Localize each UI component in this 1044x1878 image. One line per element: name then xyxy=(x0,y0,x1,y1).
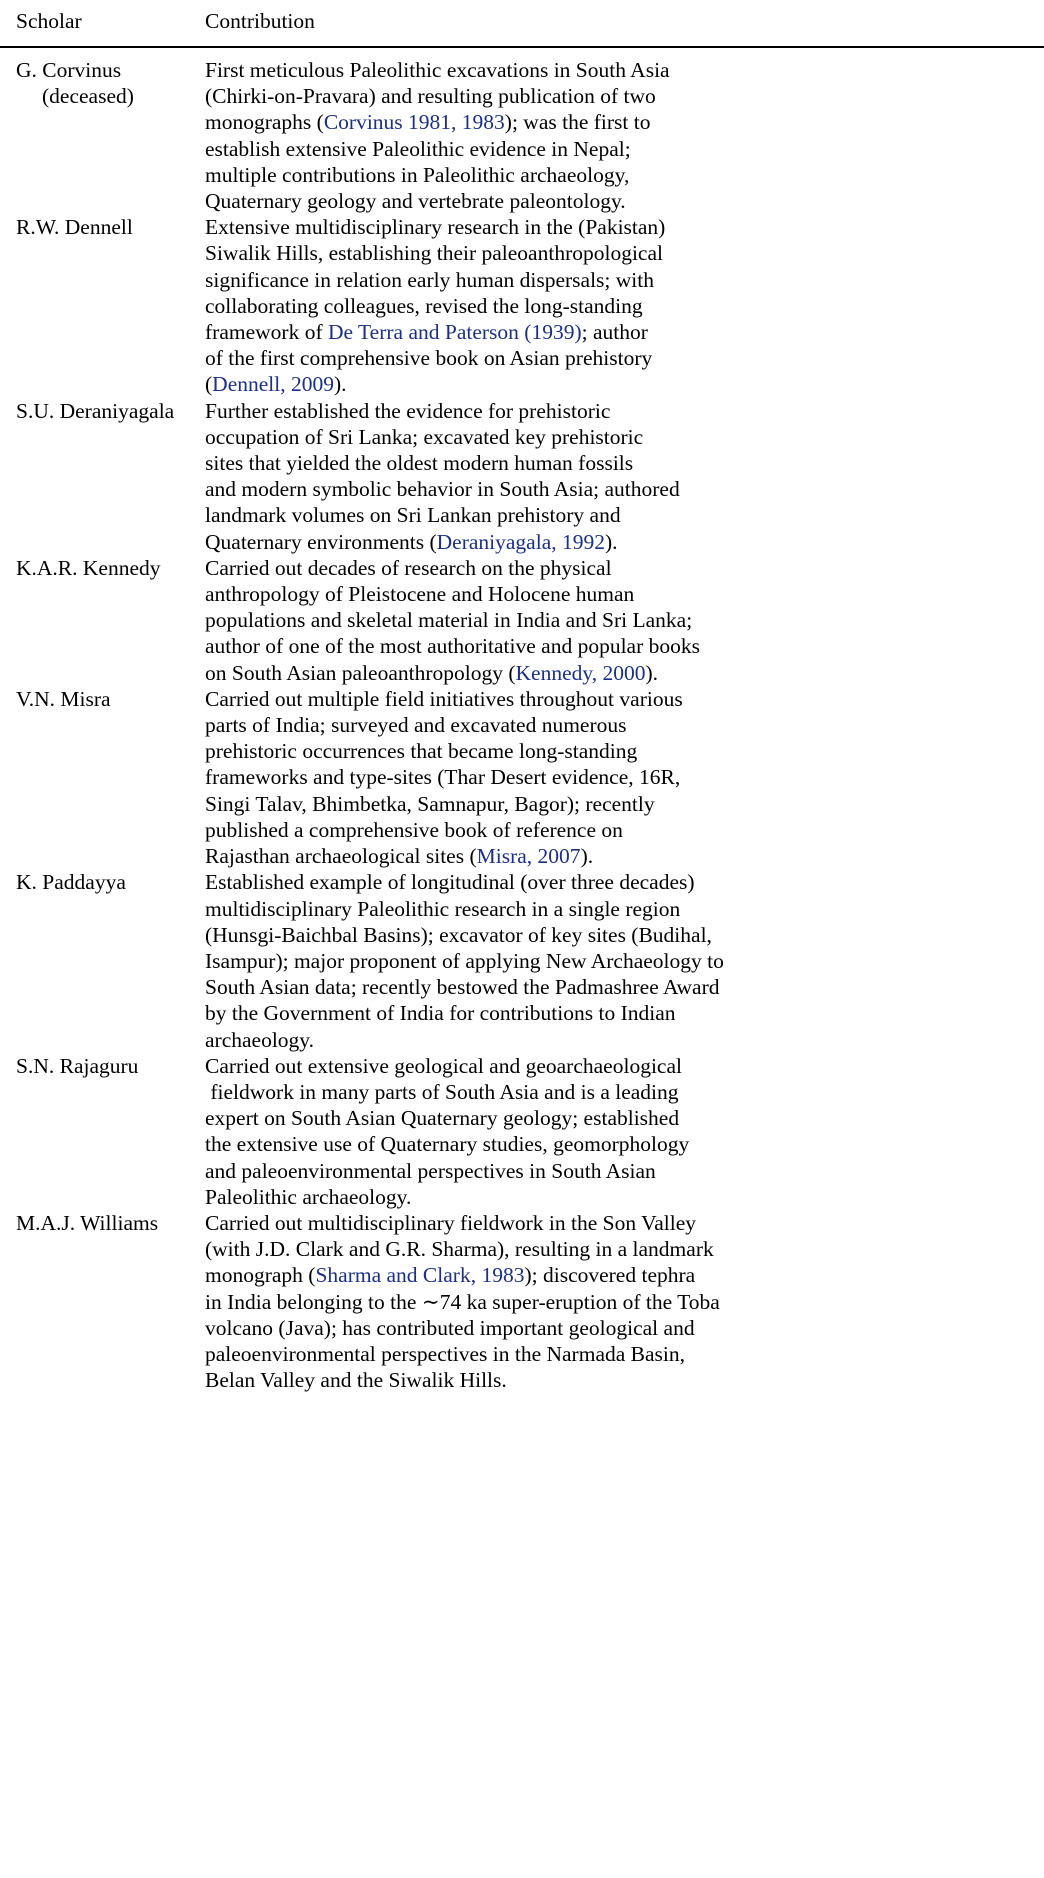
contribution-text: multiple contributions in Paleolithic archaeology, xyxy=(205,162,630,187)
contribution-line xyxy=(205,633,1036,659)
contribution-line xyxy=(205,319,1036,345)
contribution-text: the extensive use of Quaternary studies, geomorphology xyxy=(205,1132,690,1157)
contribution-line xyxy=(205,738,1036,764)
contribution-text: published a comprehensive book of reference on xyxy=(205,817,623,842)
contribution-text: expert on South Asian Quaternary geology; established xyxy=(205,1106,680,1131)
contribution-line xyxy=(205,948,1036,974)
contribution-line xyxy=(205,974,1036,1000)
contribution-text: and paleoenvironmental perspectives in South Asian xyxy=(205,1158,656,1183)
contribution-line xyxy=(205,1262,1036,1288)
contribution-cell xyxy=(205,1210,1044,1393)
contribution-text: by the Government of India for contributions to Indian xyxy=(205,1001,676,1026)
table-row xyxy=(0,398,1044,555)
column-header-contribution: Contribution xyxy=(205,0,1044,47)
contribution-text: ); discovered tephra xyxy=(524,1263,696,1288)
contribution-text: fieldwork in many parts of South Asia and is a leading xyxy=(205,1079,679,1104)
contribution-text: monographs ( xyxy=(205,110,324,135)
contribution-text: ); was the first to xyxy=(504,110,651,135)
contribution-line xyxy=(205,660,1036,686)
contribution-line xyxy=(205,791,1036,817)
contribution-text: Further established the evidence for prehistoric xyxy=(205,398,611,423)
scholar-name-cell xyxy=(0,555,205,686)
contribution-text: Rajasthan archaeological sites ( xyxy=(205,844,477,869)
table-row xyxy=(0,555,1044,686)
table-header xyxy=(0,0,1044,47)
contribution-text: landmark volumes on Sri Lankan prehistory and xyxy=(205,503,621,528)
contribution-line xyxy=(205,1289,1036,1315)
contribution-line xyxy=(205,896,1036,922)
contribution-line xyxy=(205,1053,1036,1079)
contribution-text: prehistoric occurrences that became long-standing xyxy=(205,739,638,764)
scholar-name-cell xyxy=(0,869,205,1052)
contribution-line xyxy=(205,843,1036,869)
contribution-line xyxy=(205,1000,1036,1026)
contribution-cell xyxy=(205,398,1044,555)
contribution-line xyxy=(205,136,1036,162)
contribution-text: Belan Valley and the Siwalik Hills. xyxy=(205,1368,507,1393)
contribution-text: Siwalik Hills, establishing their paleoanthropological xyxy=(205,241,663,266)
scholar-name-cell xyxy=(0,1210,205,1393)
contribution-line xyxy=(205,764,1036,790)
contribution-text: sites that yielded the oldest modern human fossils xyxy=(205,451,634,476)
citation-link[interactable]: Deraniyagala, 1992 xyxy=(436,529,605,554)
contribution-line xyxy=(205,922,1036,948)
contribution-text: Isampur); major proponent of applying New Archaeology to xyxy=(205,948,724,973)
citation-link[interactable]: De Terra and Paterson (1939) xyxy=(327,320,582,345)
contribution-text: Established example of longitudinal (over three decades) xyxy=(205,870,695,895)
contribution-cell xyxy=(205,555,1044,686)
contribution-line xyxy=(205,502,1036,528)
contribution-cell xyxy=(205,869,1044,1052)
contribution-text: Paleolithic archaeology. xyxy=(205,1184,412,1209)
contribution-line xyxy=(205,712,1036,738)
contribution-text: occupation of Sri Lanka; excavated key prehistoric xyxy=(205,424,644,449)
contribution-line xyxy=(205,109,1036,135)
table-row xyxy=(0,1053,1044,1210)
scholar-name: K. Paddayya xyxy=(16,870,126,895)
scholar-name-cell xyxy=(0,1053,205,1210)
contribution-text: and modern symbolic behavior in South Asia; authored xyxy=(205,477,680,502)
citation-link[interactable]: Misra, 2007 xyxy=(476,844,581,869)
contribution-text: in India belonging to the ∼74 ka super-eruption of the Toba xyxy=(205,1289,720,1314)
contribution-line xyxy=(205,686,1036,712)
contribution-text: First meticulous Paleolithic excavations in South Asia xyxy=(205,58,670,82)
contribution-cell xyxy=(205,47,1044,214)
contribution-line xyxy=(205,1184,1036,1210)
scholar-name: G. Corvinus xyxy=(16,58,122,82)
contribution-text: Carried out decades of research on the physical xyxy=(205,555,612,580)
contribution-line xyxy=(205,293,1036,319)
contribution-text: (with J.D. Clark and G.R. Sharma), resulting in a landmark xyxy=(205,1237,714,1262)
contribution-text: Carried out multiple field initiatives throughout various xyxy=(205,686,683,711)
contribution-text: on South Asian paleoanthropology ( xyxy=(205,660,516,685)
scholar-name-cell xyxy=(0,398,205,555)
contribution-line xyxy=(205,817,1036,843)
contribution-cell xyxy=(205,214,1044,397)
contribution-line xyxy=(205,267,1036,293)
contribution-line xyxy=(205,1079,1036,1105)
scholar-name-cell xyxy=(0,686,205,869)
table-row xyxy=(0,47,1044,214)
citation-link[interactable]: Corvinus 1981, 1983 xyxy=(323,110,505,135)
contribution-line xyxy=(205,57,1036,83)
contribution-text: parts of India; surveyed and excavated numerous xyxy=(205,713,627,738)
table-header-row xyxy=(0,0,1044,47)
contribution-text: of the first comprehensive book on Asian prehistory xyxy=(205,346,653,371)
contribution-text: South Asian data; recently bestowed the Padmashree Award xyxy=(205,975,720,1000)
contribution-line xyxy=(205,1315,1036,1341)
contribution-line xyxy=(205,1210,1036,1236)
contribution-cell xyxy=(205,686,1044,869)
contribution-line xyxy=(205,607,1036,633)
contribution-line xyxy=(205,476,1036,502)
contribution-text: archaeology. xyxy=(205,1027,315,1052)
contribution-line xyxy=(205,240,1036,266)
contribution-text: ( xyxy=(205,372,213,397)
table-row xyxy=(0,1210,1044,1393)
contribution-line xyxy=(205,581,1036,607)
column-header-scholar: Scholar xyxy=(0,0,205,47)
contribution-text: monograph ( xyxy=(205,1263,316,1288)
contribution-text: establish extensive Paleolithic evidence in Nepal; xyxy=(205,136,631,161)
contribution-text: ; author xyxy=(581,320,648,345)
contribution-line xyxy=(205,398,1036,424)
contribution-line xyxy=(205,83,1036,109)
contribution-line xyxy=(205,371,1036,397)
scholar-name: S.N. Rajaguru xyxy=(16,1053,139,1078)
contribution-line xyxy=(205,1131,1036,1157)
citation-link[interactable]: Kennedy, 2000 xyxy=(515,660,646,685)
contribution-line xyxy=(205,1105,1036,1131)
contribution-line xyxy=(205,1027,1036,1053)
table-row xyxy=(0,869,1044,1052)
contribution-text: (Hunsgi-Baichbal Basins); excavator of key sites (Budihal, xyxy=(205,922,712,947)
contribution-line xyxy=(205,162,1036,188)
contribution-text: ). xyxy=(333,372,347,397)
table-row xyxy=(0,686,1044,869)
contribution-text: ). xyxy=(645,660,659,685)
scholar-name: M.A.J. Williams xyxy=(16,1210,159,1235)
contribution-line xyxy=(205,869,1036,895)
scholar-name-note: (deceased) xyxy=(42,84,134,109)
contribution-text: frameworks and type-sites (Thar Desert evidence, 16R, xyxy=(205,765,681,790)
table-body xyxy=(0,47,1044,1393)
contribution-text: paleoenvironmental perspectives in the Narmada Basin, xyxy=(205,1341,686,1366)
citation-link[interactable]: Sharma and Clark, 1983 xyxy=(315,1263,525,1288)
scholar-name: V.N. Misra xyxy=(16,686,111,711)
contribution-text: significance in relation early human dispersals; with xyxy=(205,267,654,292)
contribution-text: multidisciplinary Paleolithic research in a single region xyxy=(205,896,681,921)
contribution-line xyxy=(205,450,1036,476)
citation-link[interactable]: Dennell, 2009 xyxy=(212,372,334,397)
contribution-text: framework of xyxy=(205,320,328,345)
contribution-text: Singi Talav, Bhimbetka, Samnapur, Bagor); recently xyxy=(205,791,655,816)
contribution-line xyxy=(205,424,1036,450)
scholar-name-cell xyxy=(0,214,205,397)
contribution-cell xyxy=(205,1053,1044,1210)
contribution-text: Quaternary environments ( xyxy=(205,529,437,554)
contribution-text: ). xyxy=(605,529,618,554)
contribution-line xyxy=(205,1367,1036,1393)
contribution-text: anthropology of Pleistocene and Holocene human xyxy=(205,582,635,607)
contribution-line xyxy=(205,188,1036,214)
scholar-name-cell xyxy=(0,47,205,214)
scholar-name: K.A.R. Kennedy xyxy=(16,555,161,580)
contribution-text: collaborating colleagues, revised the long-standing xyxy=(205,293,643,318)
contribution-line xyxy=(205,1158,1036,1184)
contribution-line xyxy=(205,1236,1036,1262)
contribution-line xyxy=(205,555,1036,581)
contribution-text: Extensive multidisciplinary research in the (Pakistan) xyxy=(205,215,666,240)
contribution-text: volcano (Java); has contributed important geological and xyxy=(205,1315,695,1340)
table-row xyxy=(0,214,1044,397)
contribution-text: Carried out multidisciplinary fieldwork in the Son Valley xyxy=(205,1210,697,1235)
contribution-line xyxy=(205,345,1036,371)
contribution-text: populations and skeletal material in India and Sri Lanka; xyxy=(205,608,693,633)
contribution-text: author of one of the most authoritative and popular books xyxy=(205,634,700,659)
contribution-line xyxy=(205,214,1036,240)
contribution-line xyxy=(205,529,1036,555)
contribution-text: ). xyxy=(580,844,594,869)
contribution-text: (Chirki-on-Pravara) and resulting publication of two xyxy=(205,84,656,109)
contribution-line xyxy=(205,1341,1036,1367)
contribution-text: Quaternary geology and vertebrate paleontology. xyxy=(205,189,626,214)
scholar-name: R.W. Dennell xyxy=(16,215,133,240)
scholar-name: S.U. Deraniyagala xyxy=(16,398,175,423)
contribution-text: Carried out extensive geological and geoarchaeological xyxy=(205,1053,682,1078)
